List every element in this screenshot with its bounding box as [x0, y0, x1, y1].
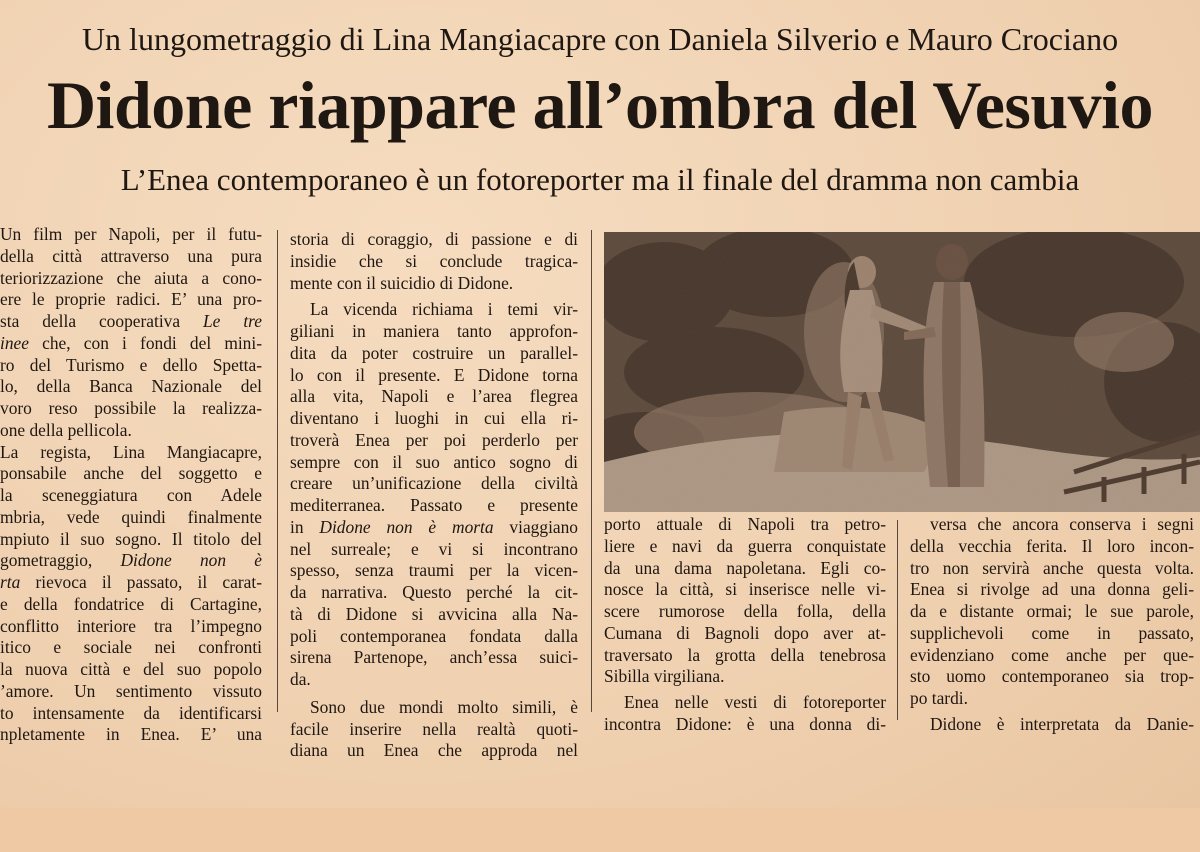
text-line: Cumana di Bagnoli dopo aver at- [604, 622, 886, 643]
text-line: Enea nelle vesti di fotoreporter [624, 692, 886, 712]
text-line: da narrativa. Questo perché la cit- [290, 582, 578, 602]
text-line: creare un’unificazione della civiltà [290, 473, 578, 494]
text-line: la nuova città e del suo popolo [0, 659, 262, 679]
text-line: poli contemporanea fondata dalla [290, 625, 578, 646]
text-line: facile inserire nella realtà quoti- [290, 718, 578, 739]
text-line: rta rievoca il passato, il carat- [0, 572, 262, 592]
text-line: nel surreale; e vi si incontrano [290, 538, 578, 559]
text-line: da e distante ormai; le sue parole, [910, 601, 1194, 621]
text-line: della vecchia ferita. Il loro incon- [910, 535, 1194, 556]
text-line: gometraggio, Didone non è [0, 550, 262, 571]
text-line: alla vita, Napoli e l’area flegrea [290, 386, 578, 407]
column-rule [277, 230, 278, 712]
article-subhead: L’Enea contemporaneo è un fotoreporter ma il finale del dramma non cambia [120, 162, 1080, 197]
text-line: mbria, vede quindi finalmente [0, 506, 262, 527]
text-line: insidie che si conclude tragica- [290, 250, 578, 271]
text-line: tà di Didone si avvicina alla Na- [290, 603, 578, 624]
text-line: lo, della Banca Nazionale del [0, 376, 262, 397]
text-line: storia di coraggio, di passione e di [290, 229, 578, 249]
text-line: mediterranea. Passato e presente [290, 495, 578, 515]
text-line: ponsabile anche del soggetto e [0, 463, 262, 484]
text-line: conflitto interiore tra l’impegno [0, 615, 262, 636]
text-line: ere le proprie radici. E’ una pro- [0, 289, 262, 310]
text-line: scere rumorose della folla, della [604, 601, 886, 621]
page-margin [0, 808, 1200, 852]
text-line: spesso, senza traumi per la vicen- [290, 560, 578, 581]
text-line: ro del Turismo e dello Spetta- [0, 354, 262, 375]
text-line: Un film per Napoli, per il futu- [0, 224, 262, 244]
text-line: po tardi. [910, 688, 968, 708]
column-rule [591, 230, 592, 712]
text-line: nosce la città, si inserisce nelle vi- [604, 579, 886, 600]
text-line: e della fondatrice di Cartagine, [0, 593, 262, 614]
text-line: itico e sociale nei confronti [0, 637, 262, 658]
text-line: npletamente in Enea. E’ una [0, 724, 262, 745]
text-line: mente con il suicidio di Didone. [290, 272, 514, 293]
text-line: sto uomo contemporaneo sia trop- [910, 666, 1194, 687]
text-line: sirena Partenope, anch’essa suici- [290, 647, 578, 668]
text-line: inee che, con i fondi del mini- [0, 332, 262, 353]
text-line: da. [290, 669, 311, 689]
article-photo [604, 232, 1200, 512]
text-line: Sono due mondi molto simili, è [310, 696, 578, 717]
text-line: da una dama napoletana. Egli co- [604, 557, 886, 578]
article-column-3 [604, 514, 886, 736]
text-line: incontra Didone: è una donna di- [604, 713, 886, 734]
text-line: ’amore. Un sentimento vissuto [0, 680, 262, 701]
text-line: diana un Enea che approda nel [290, 740, 578, 761]
text-line: dita da poter costruire un parallel- [290, 342, 578, 363]
text-line: la sceneggiatura con Adele [0, 485, 262, 505]
text-line: traversato la grotta della tenebrosa [604, 644, 886, 665]
text-line: one della pellicola. [0, 419, 132, 440]
text-line: liere e navi da guerra conquistate [604, 535, 886, 556]
text-line: Sibilla virgiliana. [604, 666, 725, 687]
text-line: lo con il presente. E Didone torna [290, 364, 578, 385]
article-headline: Didone riappare all’ombra del Vesuvio [46, 67, 1154, 143]
text-line: supplichevoli come in passato, [910, 622, 1194, 643]
article-column-1 [0, 224, 262, 746]
text-line: troverà Enea per poi perderlo per [290, 429, 578, 450]
text-line: teriorizzazione che aiuta a cono- [0, 267, 262, 288]
text-line: sempre con il suo antico sogno di [290, 451, 578, 472]
text-line: La vicenda richiama i temi vir- [310, 299, 578, 320]
text-line: La regista, Lina Mangiacapre, [0, 441, 262, 462]
text-line: mpiuto il suo sogno. Il titolo del [0, 528, 262, 549]
text-line: sta della cooperativa Le tre [0, 311, 262, 331]
text-line: Didone è interpretata da Danie- [930, 713, 1194, 734]
text-line: evidenziano come anche per que- [910, 644, 1194, 665]
text-line: porto attuale di Napoli tra petro- [604, 514, 886, 534]
text-line: della città attraverso una pura [0, 245, 262, 266]
text-line: diventano i luoghi in cui ella ri- [290, 408, 578, 428]
text-line: giliani in maniera tanto approfon- [290, 321, 578, 341]
text-line: versa che ancora conserva i segni [930, 514, 1194, 534]
article-column-4 [910, 514, 1194, 736]
text-line: in Didone non è morta viaggiano [290, 516, 578, 537]
article-column-2 [290, 229, 578, 762]
text-line: Enea si rivolge ad una donna geli- [910, 579, 1194, 600]
article-kicker: Un lungometraggio di Lina Mangiacapre con Daniela Silverio e Mauro Crociano [81, 21, 1119, 57]
photo-scene [604, 232, 1200, 512]
text-line: voro reso possibile la realizza- [0, 398, 262, 418]
text-line: to intensamente da identificarsi [0, 702, 262, 723]
column-rule [897, 520, 898, 720]
text-line: tro non servirà anche questa volta. [910, 557, 1194, 578]
